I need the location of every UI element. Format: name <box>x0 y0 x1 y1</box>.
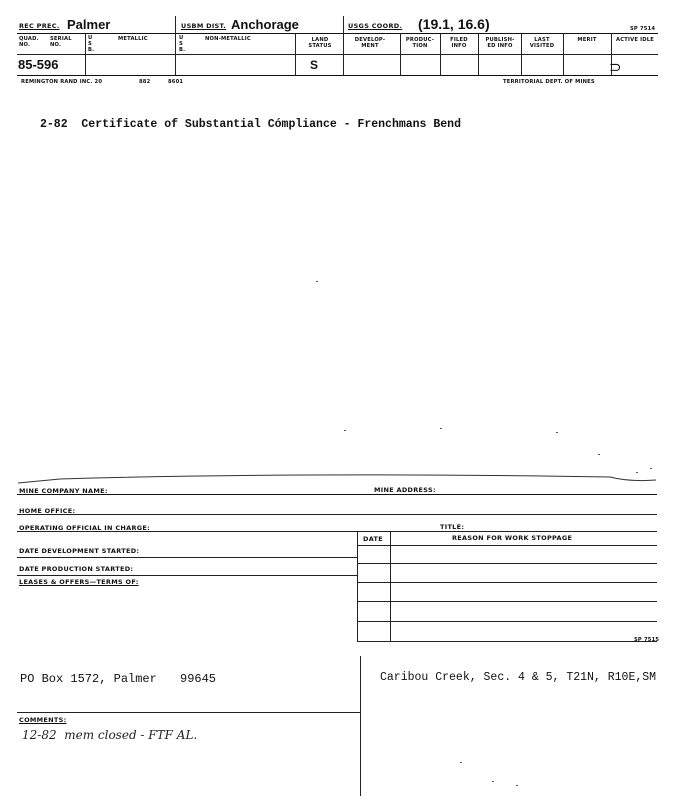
speck <box>650 468 652 469</box>
rule <box>357 582 657 583</box>
comments-label: COMMENTS: <box>19 716 67 724</box>
col-land-status: LAND STATUS <box>308 37 332 49</box>
rule <box>357 563 657 564</box>
col-filed-info: FILED INFO <box>450 37 468 49</box>
printer-code-b: 8601 <box>168 79 184 85</box>
usbm-dist-value: Anchorage <box>231 17 299 32</box>
column-rule <box>17 54 658 55</box>
col-merit: MERIT <box>577 37 597 43</box>
divider <box>85 33 86 75</box>
rec-prec-value: Palmer <box>67 17 111 32</box>
speck <box>598 454 600 455</box>
divider <box>521 33 522 75</box>
divider <box>295 33 296 75</box>
rule <box>17 557 357 558</box>
speck <box>556 432 558 433</box>
col-production: PRODUC- TION <box>405 37 435 49</box>
usgs-coord-label: USGS COORD. <box>348 22 403 30</box>
reason-label: REASON FOR WORK STOPPAGE <box>452 534 573 542</box>
col-quad-no: QUAD. NO. <box>19 36 39 48</box>
typed-note: 2-82 Certificate of Substantial Cómpliance - Frenchmans Bend <box>40 118 461 131</box>
divider <box>357 531 358 641</box>
dept-label: TERRITORIAL DEPT. OF MINES <box>503 79 595 85</box>
date-production-label: DATE PRODUCTION STARTED: <box>19 565 134 573</box>
date-label: DATE <box>363 535 383 543</box>
operating-official-label: OPERATING OFFICIAL IN CHARGE: <box>19 524 151 532</box>
divider <box>478 33 479 75</box>
active-idle-mark: ⊃ <box>609 58 622 76</box>
usgs-coord-value: (19.1, 16.6) <box>418 16 490 32</box>
rec-prec-label: REC PREC. <box>19 22 60 30</box>
usbm-dist-label: USBM DIST. <box>181 22 227 30</box>
speck <box>516 785 518 786</box>
printer-code-a: 882 <box>139 79 151 85</box>
back-form-number: SP 7515 <box>634 637 660 643</box>
rule <box>357 641 657 642</box>
handwritten-comment: 12-82 mem closed - FTF AL. <box>22 728 198 742</box>
divider <box>563 33 564 75</box>
divider <box>400 33 401 75</box>
mine-company-name-label: MINE COMPANY NAME: <box>19 487 108 495</box>
divider <box>390 531 391 641</box>
location-value: Caribou Creek, Sec. 4 & 5, T21N, R10E,SM <box>380 671 657 684</box>
form-number: SP 7514 <box>630 26 656 32</box>
date-development-label: DATE DEVELOPMENT STARTED: <box>19 547 140 555</box>
col-active-idle: ACTIVE IDLE <box>616 37 654 43</box>
rule <box>17 494 657 495</box>
mine-address-label: MINE ADDRESS: <box>374 486 436 494</box>
rule <box>357 621 657 622</box>
home-office-label: HOME OFFICE: <box>19 507 76 515</box>
divider <box>175 16 176 75</box>
speck <box>316 281 318 282</box>
speck <box>440 428 442 429</box>
rule <box>17 712 360 713</box>
quad-serial-value: 85-596 <box>18 57 59 72</box>
header-rule <box>17 33 658 34</box>
land-status-value: S <box>310 58 319 72</box>
col-last-visited: LAST VISITED <box>529 37 555 49</box>
rule <box>17 575 357 576</box>
col-nonmetallic-usb: U S B. <box>179 35 186 53</box>
divider <box>360 656 361 796</box>
speck <box>460 762 462 763</box>
zip-value: 99645 <box>180 672 217 686</box>
leases-label: LEASES & OFFERS—TERMS OF: <box>19 578 139 586</box>
speck <box>344 430 346 431</box>
col-serial-no: SERIAL NO. <box>50 36 72 48</box>
divider <box>440 33 441 75</box>
col-development: DEVELOP- MENT <box>354 37 386 49</box>
speck <box>492 781 494 782</box>
col-metallic: METALLIC <box>118 36 148 42</box>
rule <box>17 514 657 515</box>
col-metallic-usb: U S B. <box>88 35 95 53</box>
divider <box>343 16 344 75</box>
printer-label: REMINGTON RAND INC. 20 <box>21 79 103 85</box>
col-published-info: PUBLISH- ED INFO <box>485 37 515 49</box>
rule <box>357 601 657 602</box>
row-rule <box>17 75 658 76</box>
address-value: PO Box 1572, Palmer <box>20 672 157 686</box>
col-nonmetallic: NON-METALLIC <box>205 36 251 42</box>
rule <box>357 545 657 546</box>
title-label: TITLE: <box>440 523 465 531</box>
